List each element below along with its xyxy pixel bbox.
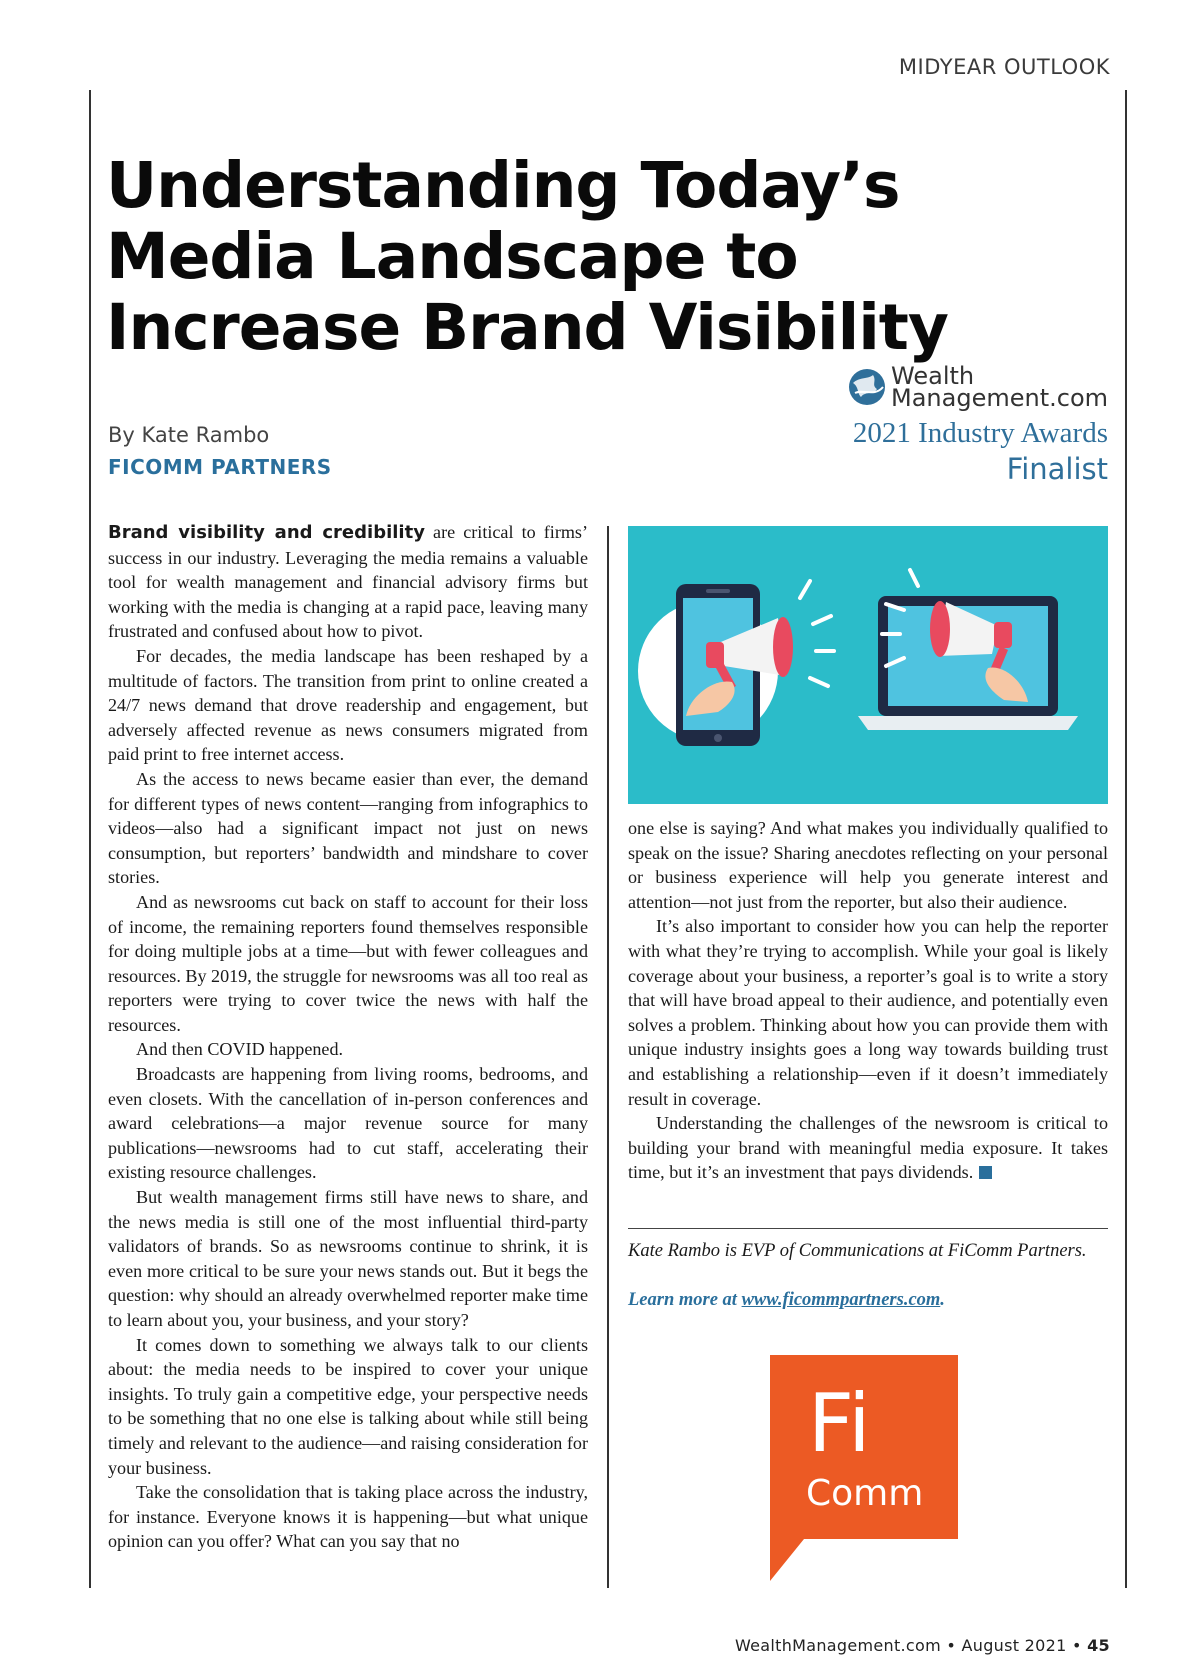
paragraph bbox=[628, 1111, 1108, 1185]
wealthmanagement-logo bbox=[847, 362, 1108, 412]
paragraph bbox=[108, 520, 588, 644]
paragraph: one else is saying? And what makes you individually qualified to speak on the issue? Sharing anecdotes reflecting on your personal or business experience will help you generate interest and attention—not just from the reporter, but also their audience. bbox=[628, 818, 1108, 912]
paragraph: For decades, the media landscape has been reshaped by a multitude of factors. The transition from print to online created a 24/7 news demand that drove readership and engagement, but adversely affected revenue as news consumers migrated from paid print to free internet access. bbox=[108, 645, 588, 765]
byline: By Kate Rambo bbox=[108, 423, 270, 447]
paragraph: It comes down to something we always talk to our clients about: the media needs to be inspired to cover your unique insights. To truly gain a competitive edge, your perspective needs to be something that no one else is talking about while still being timely and relevant to the audience—and raising consideration for your business. bbox=[108, 1334, 588, 1478]
learn-more-prefix: Learn more at bbox=[628, 1290, 742, 1310]
end-mark-icon bbox=[979, 1166, 992, 1179]
ficomm-link[interactable]: www.ficommpartners.com bbox=[741, 1290, 941, 1310]
bio-divider bbox=[628, 1228, 1108, 1229]
paragraph: And as newsrooms cut back on staff to account for their loss of income, the remaining reporters found themselves responsible for doing multiple jobs at a time—but with fewer colleagues and resources. By 2019, the struggle for newsrooms was all too real as reporters were trying to cover twice the news with half the resources. bbox=[108, 891, 588, 1035]
ficomm-logo bbox=[770, 1355, 958, 1581]
award-badge bbox=[847, 362, 1108, 486]
logo-comm-text: Comm bbox=[806, 1473, 924, 1514]
globe-icon bbox=[847, 367, 887, 407]
learn-more-suffix: . bbox=[940, 1290, 945, 1310]
paragraph: And then COVID happened. bbox=[136, 1039, 344, 1060]
paragraph: It’s also important to consider how you can help the reporter with what they’re trying to accomplish. While your goal is likely coverage about your business, a reporter’s goal is to write a story that will have broad appeal to their audience, and potentially even solves a problem. Thinking about how you can provide them with unique industry insights goes a long way towards building trust and establishing a relationship—even if it doesn’t immediately result in coverage. bbox=[628, 916, 1108, 1109]
right-margin-rule bbox=[1125, 90, 1127, 1588]
paragraph: As the access to news became easier than ever, the demand for different types of news content—ranging from infographics to videos—also had a significant impact not just on news consumption, but reporters’ bandwidth and mindshare to cover stories. bbox=[108, 768, 588, 888]
lead-text: are critical to firms’ success in our industry. Leveraging the media remains a valuable tool for wealth management and financial advisory firms but working with the media is changing at a rapid pace, leaving many frustrated and confused about how to pivot. bbox=[108, 522, 589, 642]
author-bio: Kate Rambo is EVP of Communications at FiComm Partners. bbox=[628, 1241, 1087, 1261]
award-brand-line1: Wealth bbox=[891, 362, 975, 390]
page-footer bbox=[735, 1636, 1110, 1655]
left-margin-rule bbox=[89, 90, 91, 1588]
paragraph: Broadcasts are happening from living rooms, bedrooms, and even closets. With the cancellation of in-person conferences and award celebrations—a major revenue source for many publications—newsrooms had to cut staff, accelerating their existing resource challenges. bbox=[108, 1064, 588, 1183]
paragraph: But wealth management firms still have news to share, and the news media is still one of the most influential third-party validators of brands. So as newsrooms continue to shrink, it is even more critical to be sure your news stands out. But it begs the question: why should an already overwhelmed reporter make time to learn about you, your business, and your story? bbox=[108, 1187, 588, 1330]
article-column-right bbox=[628, 816, 1108, 1185]
author-company: FICOMM PARTNERS bbox=[108, 455, 332, 479]
article-column-left bbox=[108, 520, 588, 1554]
footer-text: WealthManagement.com • August 2021 • bbox=[734, 1636, 1088, 1655]
award-year: 2021 Industry Awards bbox=[852, 417, 1108, 449]
award-status: Finalist bbox=[1006, 452, 1108, 486]
megaphone-illustration bbox=[628, 526, 1108, 804]
article-title: Understanding Today’s Media Landscape to Increase Brand Visibility bbox=[106, 149, 948, 364]
award-brand-line2: Management.com bbox=[891, 384, 1108, 412]
column-divider bbox=[607, 526, 609, 1588]
section-label: MIDYEAR OUTLOOK bbox=[898, 55, 1110, 79]
learn-more bbox=[628, 1290, 1108, 1311]
logo-fi-text: Fi bbox=[808, 1377, 871, 1470]
lead-in: Brand visibility and credibility bbox=[108, 522, 425, 543]
closing-text: Understanding the challenges of the newsroom is critical to building your brand with meaningful media exposure. It takes time, but it’s an investment that pays dividends. bbox=[628, 1113, 1108, 1183]
paragraph: Take the consolidation that is taking place across the industry, for instance. Everyone knows it is happening—but what unique opinion can you offer? What can you say that no bbox=[108, 1482, 588, 1552]
page-number: 45 bbox=[1087, 1636, 1110, 1655]
